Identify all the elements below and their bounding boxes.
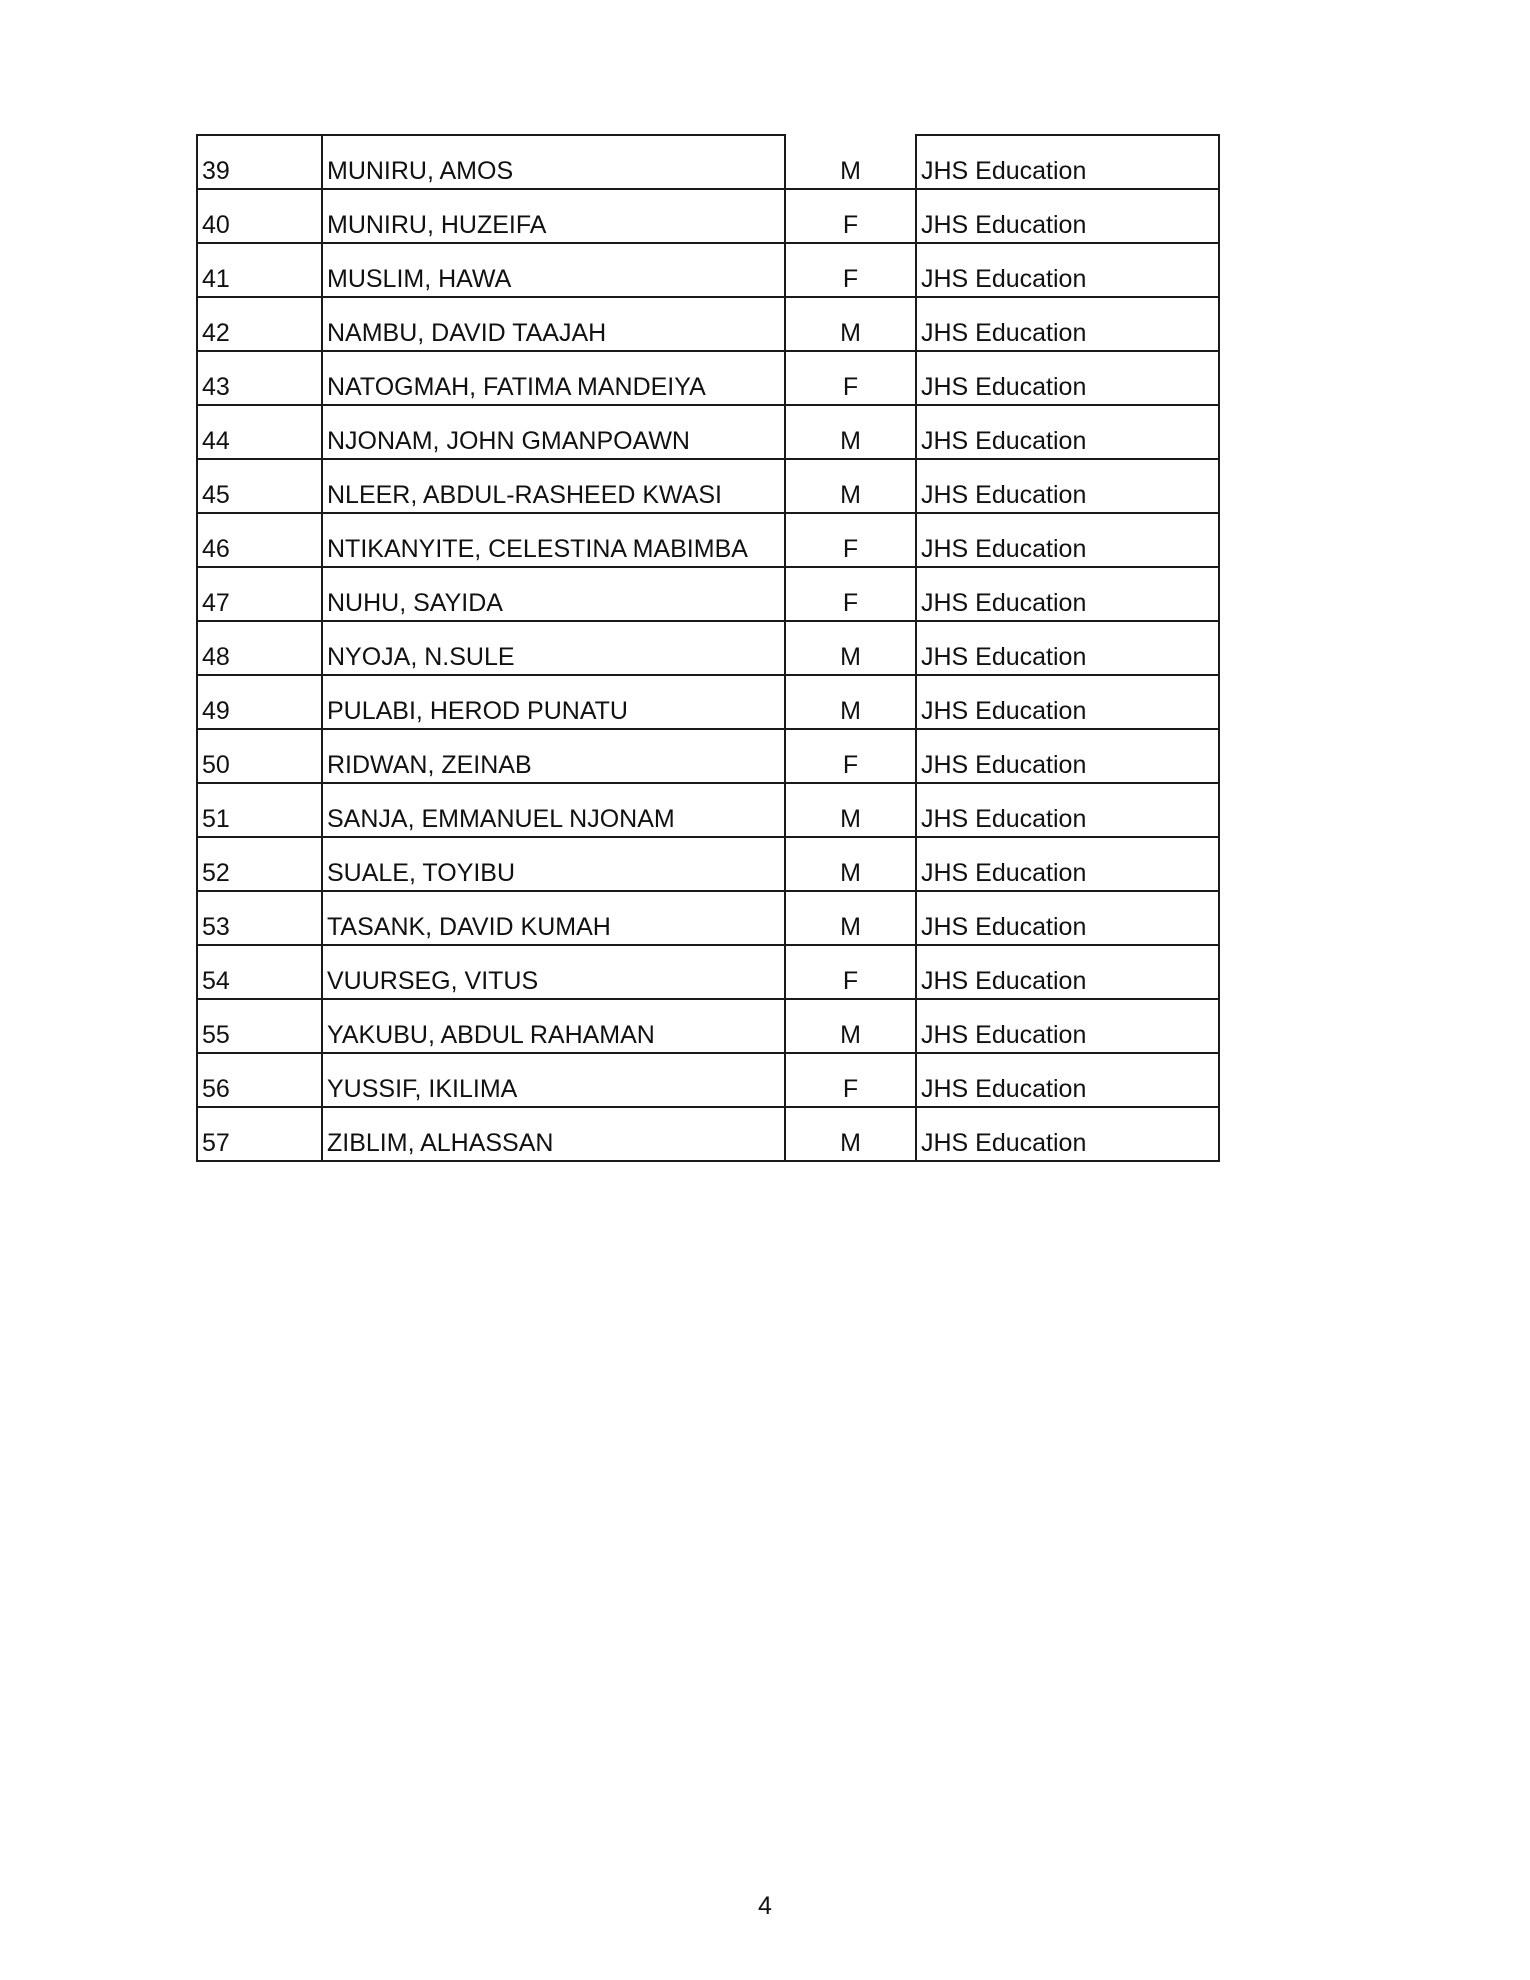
table-row bbox=[197, 999, 1219, 1053]
table-row bbox=[197, 513, 1219, 567]
student-sex: M bbox=[785, 783, 916, 837]
student-name: YUSSIF, IKILIMA bbox=[322, 1053, 785, 1107]
student-sex: F bbox=[785, 945, 916, 999]
programme: JHS Education bbox=[916, 243, 1219, 297]
student-sex: M bbox=[785, 1107, 916, 1161]
student-sex: M bbox=[785, 675, 916, 729]
programme: JHS Education bbox=[916, 135, 1219, 189]
programme: JHS Education bbox=[916, 837, 1219, 891]
student-name: SANJA, EMMANUEL NJONAM bbox=[322, 783, 785, 837]
student-name: NTIKANYITE, CELESTINA MABIMBA bbox=[322, 513, 785, 567]
page-number: 4 bbox=[758, 1892, 772, 1920]
table-row bbox=[197, 891, 1219, 945]
row-number: 50 bbox=[197, 729, 322, 783]
row-number: 39 bbox=[197, 135, 322, 189]
student-sex: M bbox=[785, 297, 916, 351]
row-number: 41 bbox=[197, 243, 322, 297]
row-number: 47 bbox=[197, 567, 322, 621]
student-name: NLEER, ABDUL-RASHEED KWASI bbox=[322, 459, 785, 513]
student-name: NATOGMAH, FATIMA MANDEIYA bbox=[322, 351, 785, 405]
student-sex: M bbox=[785, 135, 916, 189]
student-sex: F bbox=[785, 729, 916, 783]
table-row bbox=[197, 351, 1219, 405]
programme: JHS Education bbox=[916, 999, 1219, 1053]
programme: JHS Education bbox=[916, 621, 1219, 675]
programme: JHS Education bbox=[916, 405, 1219, 459]
row-number: 40 bbox=[197, 189, 322, 243]
programme: JHS Education bbox=[916, 567, 1219, 621]
table-row bbox=[197, 459, 1219, 513]
row-number: 56 bbox=[197, 1053, 322, 1107]
table-row bbox=[197, 945, 1219, 999]
row-number: 45 bbox=[197, 459, 322, 513]
student-sex: F bbox=[785, 567, 916, 621]
table-row bbox=[197, 729, 1219, 783]
row-number: 52 bbox=[197, 837, 322, 891]
programme: JHS Education bbox=[916, 297, 1219, 351]
programme: JHS Education bbox=[916, 675, 1219, 729]
row-number: 44 bbox=[197, 405, 322, 459]
student-name: TASANK, DAVID KUMAH bbox=[322, 891, 785, 945]
student-name: NAMBU, DAVID TAAJAH bbox=[322, 297, 785, 351]
student-name: NJONAM, JOHN GMANPOAWN bbox=[322, 405, 785, 459]
programme: JHS Education bbox=[916, 513, 1219, 567]
table-row bbox=[197, 621, 1219, 675]
student-sex: F bbox=[785, 513, 916, 567]
row-number: 53 bbox=[197, 891, 322, 945]
student-name: ZIBLIM, ALHASSAN bbox=[322, 1107, 785, 1161]
programme: JHS Education bbox=[916, 1053, 1219, 1107]
row-number: 46 bbox=[197, 513, 322, 567]
student-name: PULABI, HEROD PUNATU bbox=[322, 675, 785, 729]
student-name: SUALE, TOYIBU bbox=[322, 837, 785, 891]
student-name: MUNIRU, AMOS bbox=[322, 135, 785, 189]
table-row bbox=[197, 1053, 1219, 1107]
programme: JHS Education bbox=[916, 891, 1219, 945]
student-sex: F bbox=[785, 243, 916, 297]
student-name: NYOJA, N.SULE bbox=[322, 621, 785, 675]
student-name: MUSLIM, HAWA bbox=[322, 243, 785, 297]
row-number: 48 bbox=[197, 621, 322, 675]
roster-body bbox=[197, 135, 1219, 1161]
student-sex: M bbox=[785, 621, 916, 675]
table-row bbox=[197, 135, 1219, 189]
table-row bbox=[197, 243, 1219, 297]
student-sex: F bbox=[785, 351, 916, 405]
student-sex: M bbox=[785, 999, 916, 1053]
student-name: NUHU, SAYIDA bbox=[322, 567, 785, 621]
student-sex: M bbox=[785, 837, 916, 891]
student-name: YAKUBU, ABDUL RAHAMAN bbox=[322, 999, 785, 1053]
programme: JHS Education bbox=[916, 729, 1219, 783]
student-sex: M bbox=[785, 459, 916, 513]
programme: JHS Education bbox=[916, 189, 1219, 243]
table-row bbox=[197, 567, 1219, 621]
student-name: MUNIRU, HUZEIFA bbox=[322, 189, 785, 243]
table-row bbox=[197, 405, 1219, 459]
table-row bbox=[197, 675, 1219, 729]
student-sex: M bbox=[785, 405, 916, 459]
student-sex: F bbox=[785, 189, 916, 243]
table-row bbox=[197, 297, 1219, 351]
row-number: 42 bbox=[197, 297, 322, 351]
student-sex: F bbox=[785, 1053, 916, 1107]
table-row bbox=[197, 783, 1219, 837]
row-number: 57 bbox=[197, 1107, 322, 1161]
programme: JHS Education bbox=[916, 945, 1219, 999]
row-number: 43 bbox=[197, 351, 322, 405]
student-roster-table bbox=[196, 134, 1220, 1162]
row-number: 54 bbox=[197, 945, 322, 999]
student-name: RIDWAN, ZEINAB bbox=[322, 729, 785, 783]
row-number: 55 bbox=[197, 999, 322, 1053]
programme: JHS Education bbox=[916, 459, 1219, 513]
row-number: 51 bbox=[197, 783, 322, 837]
programme: JHS Education bbox=[916, 351, 1219, 405]
programme: JHS Education bbox=[916, 783, 1219, 837]
programme: JHS Education bbox=[916, 1107, 1219, 1161]
student-name: VUURSEG, VITUS bbox=[322, 945, 785, 999]
table-row bbox=[197, 837, 1219, 891]
student-sex: M bbox=[785, 891, 916, 945]
table-row bbox=[197, 189, 1219, 243]
row-number: 49 bbox=[197, 675, 322, 729]
table-row bbox=[197, 1107, 1219, 1161]
